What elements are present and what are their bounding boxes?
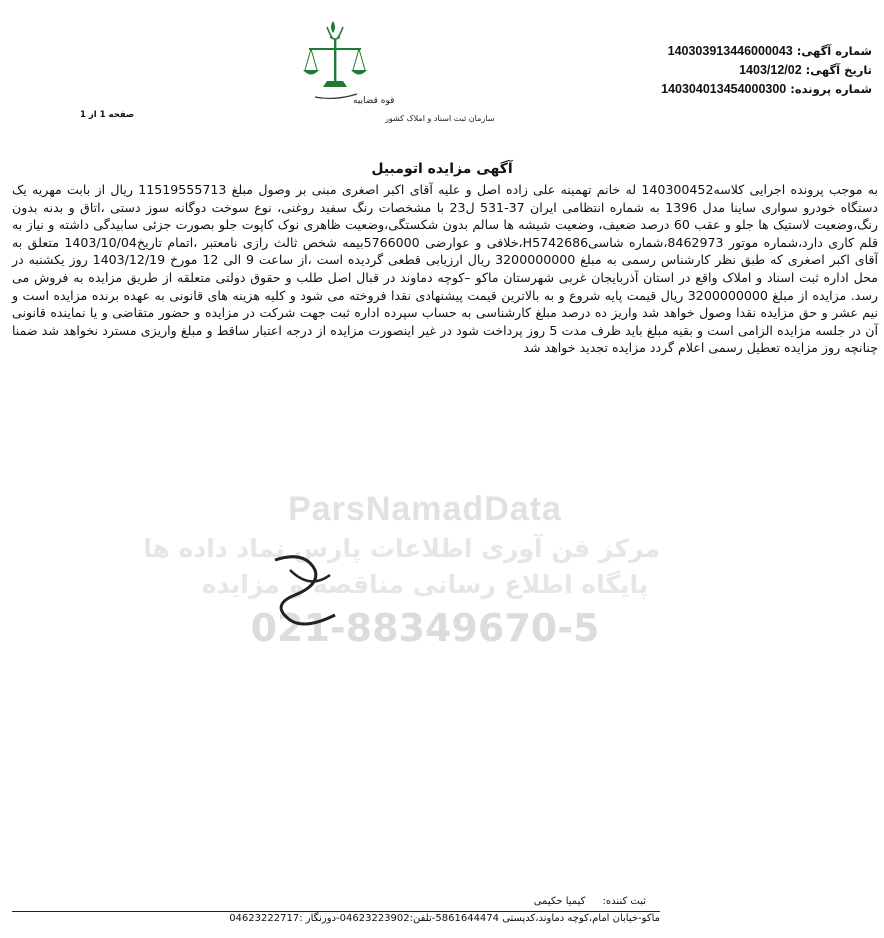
ad-date-value: 1403/12/02: [739, 63, 802, 77]
case-number-row: [572, 80, 872, 99]
watermark-phone: 021-88349670-5: [250, 606, 600, 650]
ad-number-value: 140303913446000043: [667, 44, 793, 58]
page-number: صفحه 1 از 1: [80, 110, 135, 120]
registrant-name: کیمیا حکیمی: [533, 896, 586, 907]
watermark-latin: ParsNamadData: [288, 490, 562, 528]
ad-date-label: تاریخ آگهی:: [805, 63, 872, 77]
logo-text-judiciary: قوه قضاییه: [353, 96, 395, 106]
footer-divider: [12, 911, 660, 912]
notice-title: آگهی مزایده اتومبیل: [371, 161, 513, 177]
case-number-label: شماره پرونده:: [790, 82, 872, 96]
registrant-label: ثبت کننده:: [602, 896, 646, 907]
case-number-value: 140304013454000300: [661, 82, 787, 96]
ad-date-row: [572, 61, 872, 80]
registrant: [534, 896, 646, 907]
notice-body: به موجب پرونده اجرایی کلاسه140300452 له خانم تهمینه علی زاده اصل و علیه آقای اکبر اصغری مبنی بر وصول مبلغ 11519555713 ریال از بابت مهریه یک دستگاه خودرو سواری ساینا مدل 1396 به شماره انتظامی ایران 37-531 ل23 با مشخصات رنگ سفید روغنی، نوع سوخت دوگانه سوز دستی ،اتاق و بدنه بدون رنگ،وضعیت لاستیک ها جلو و عقب 60 درصد ضعیف، وضعیت شیشه ها سالم بدون شکستگی،وضعیت ظاهری نوک کاپوت جلو بصورت جزئی سابیدگی داشته و نیاز به قلم کاری دارد،شماره موتور 8462973،شماره شاسیH5742686،خلافی و عوارضی 5766000بیمه شخص ثالث رازی نامعتبر ،اتمام تاریخ1403/10/04 متعلق به آقای اکبر اصغری که طبق نظر کارشناس رسمی به مبلغ 3200000000 ریال ارزیابی قطعی گردیده است ،از ساعت 9 الی 12 مورخ 1403/12/19 روز یکشنبه در محل اداره ثبت اسناد و املاک واقع در استان آذربایجان غربی شهرستان ماکو –کوچه دماوند در قبال اصل طلب و حقوق دولتی متعلقه از طریق مزایده به فروش می رسد. مزایده از مبلغ 3200000000 ریال قیمت پایه شروع و به بالاترین قیمت پیشنهادی نقدا فروخته می شود و کلیه هزینه های قانونی به عهده برنده مزایده است و نیم عشر و حق مزایده نقدا وصول خواهد شد واریز ده درصد مبلغ کارشناسی به حساب سپرده اداره ثبت جهت شرکت در مزایده و حضور متقاضی و یا نماینده قانونی آن در جلسه مزایده الزامی است و بقیه مبلغ باید ظرف مدت 5 روز پرداخت شود در غیر اینصورت مزایده از درجه اعتبار ساقط و مبلغ واریزی مسترد نخواهد شد ضمنا چنانچه روز مزایده تعطیل رسمی اعلام گردد مزایده تجدید خواهد شد: [12, 182, 879, 356]
logo-text-organization: سازمان ثبت اسناد و املاک کشور: [385, 114, 495, 123]
ad-number-row: [572, 42, 872, 61]
notice-meta: [572, 42, 872, 99]
ad-number-label: شماره آگهی:: [796, 44, 872, 58]
watermark-line-1: مرکز فن آوری اطلاعات پارس نماد داده ها: [143, 534, 660, 563]
judiciary-emblem-icon: [275, 15, 495, 130]
watermark-line-2: پایگاه اطلاع رسانی مناقصه و مزایده: [201, 570, 649, 599]
signature-icon: [255, 540, 365, 640]
office-address: ماکو-خیابان امام،کوچه دماوند،کدپستی 5861644474-تلفن:04623223902-دورنگار :04623222717: [229, 913, 660, 924]
